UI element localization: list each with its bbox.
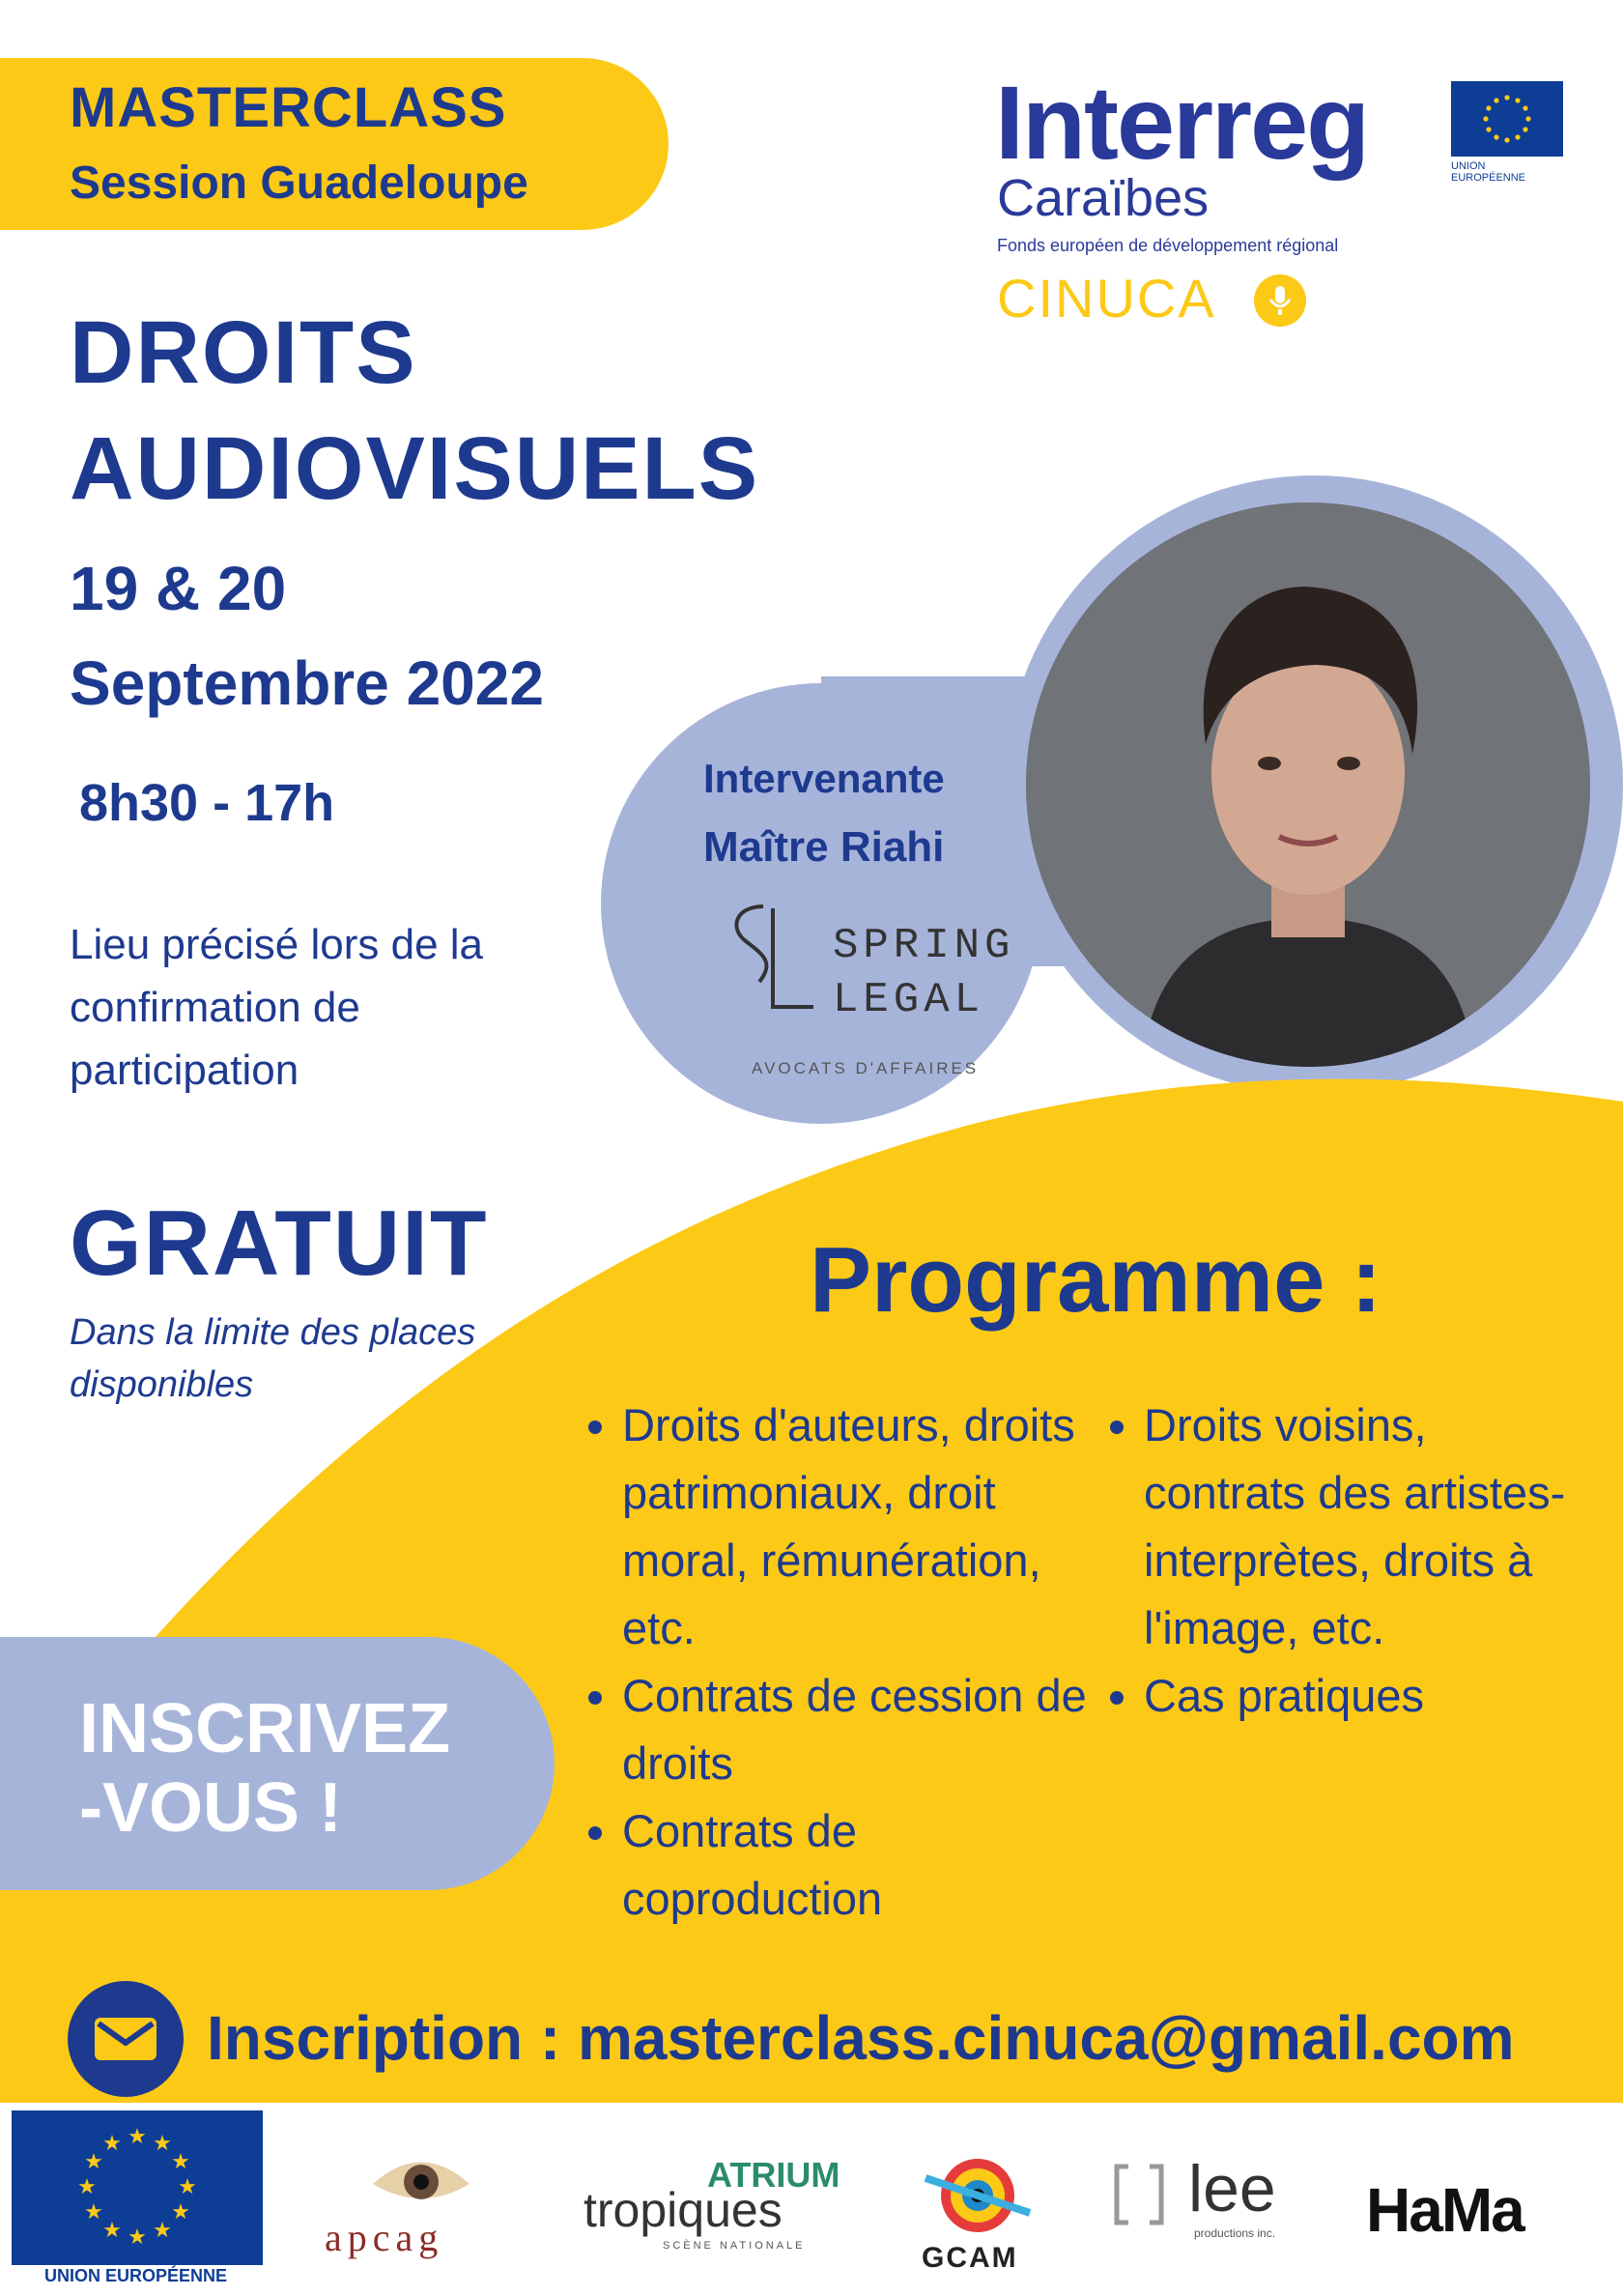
svg-text:★: ★	[128, 2225, 147, 2250]
svg-text:★: ★	[128, 2125, 147, 2149]
event-title	[70, 295, 759, 527]
programme-item: • Contrats de cession de droits	[622, 1662, 1113, 1797]
cinuca-icon	[1254, 274, 1306, 327]
tropiques-wordmark: tropiques	[584, 2183, 783, 2237]
spring-legal-logo	[713, 899, 1015, 1082]
interreg-wordmark: Interreg	[995, 64, 1369, 181]
programme-item: • Contrats de coproduction	[622, 1797, 1113, 1933]
spring-legal-monogram-icon	[717, 899, 813, 1024]
firm-line2: LEGAL	[833, 976, 985, 1024]
programme-item: • Droits voisins, contrats des artistes-interprètes, droits à l'image, etc.	[1144, 1392, 1596, 1662]
firm-line1: SPRING	[833, 922, 1015, 970]
tropiques-subtitle: SCÈNE NATIONALE	[663, 2240, 806, 2252]
eu-label-line1: UNION	[1451, 160, 1486, 172]
eu-stars-icon	[1451, 81, 1563, 157]
event-place: Lieu précisé lors de la confirmation de participation	[70, 921, 484, 1094]
interreg-logo	[995, 64, 1575, 340]
programme-left-list	[572, 1392, 1113, 1933]
speaker-photo	[1026, 502, 1590, 1067]
speaker-portrait-icon	[1026, 502, 1590, 1067]
eu-label-small	[1451, 160, 1525, 184]
svg-text:★: ★	[102, 2132, 122, 2156]
eu-flag	[12, 2110, 263, 2265]
price-note: Dans la limite des places disponibles	[70, 1312, 476, 1405]
mail-icon	[68, 1981, 184, 2097]
firm-tagline: AVOCATS D'AFFAIRES	[752, 1059, 980, 1077]
eye-icon	[363, 2136, 479, 2223]
cinuca-name: CINUCA	[997, 268, 1216, 329]
svg-text:★: ★	[77, 2175, 97, 2199]
hama-logo: HaMa	[1366, 2175, 1523, 2245]
apcag-logo	[315, 2136, 508, 2271]
svg-text:★: ★	[171, 2150, 190, 2174]
cta-line1: INSCRIVEZ	[79, 1690, 451, 1767]
eu-stars-icon	[12, 2110, 263, 2265]
svg-text:★: ★	[153, 2219, 172, 2243]
svg-text:★: ★	[84, 2150, 103, 2174]
registration-email[interactable]: Inscription : masterclass.cinuca@gmail.com	[207, 2003, 1515, 2073]
register-cta[interactable]	[79, 1689, 524, 1848]
svg-text:★: ★	[102, 2219, 122, 2243]
envelope-icon	[68, 1981, 184, 2097]
eu-flag-small	[1451, 81, 1563, 157]
fund-name: Fonds européen de développement régional	[997, 236, 1339, 255]
bracket-icon	[1111, 2161, 1179, 2228]
gcam-logo	[920, 2149, 1036, 2275]
atrium-tropiques-logo	[584, 2155, 864, 2271]
title-line2: AUDIOVISUELS	[70, 419, 760, 518]
gcam-eye-icon	[920, 2149, 1036, 2242]
masterclass-title: MASTERCLASS	[70, 76, 507, 139]
svg-text:★: ★	[153, 2132, 172, 2156]
programme-right-list	[1094, 1392, 1596, 1730]
date-line2: Septembre 2022	[70, 648, 544, 718]
apcag-wordmark: apcag	[325, 2216, 444, 2259]
event-hours: 8h30 - 17h	[79, 774, 335, 832]
programme-title: Programme :	[810, 1228, 1382, 1332]
region-name: Caraïbes	[997, 169, 1210, 227]
svg-text:★: ★	[171, 2200, 190, 2224]
event-dates	[70, 541, 544, 731]
session-subtitle: Session Guadeloupe	[70, 158, 528, 209]
programme-item: • Cas pratiques	[1144, 1662, 1596, 1730]
svg-text:★: ★	[178, 2175, 197, 2199]
lee-wordmark: lee	[1188, 2152, 1276, 2225]
speaker-name: Maître Riahi	[703, 823, 945, 871]
cta-line2: -VOUS !	[79, 1769, 343, 1847]
lee-subtitle: productions inc.	[1194, 2226, 1276, 2240]
microphone-icon	[1254, 274, 1306, 327]
title-line1: DROITS	[70, 303, 417, 402]
speaker-role: Intervenante	[703, 756, 945, 801]
lee-logo	[1111, 2151, 1304, 2267]
gcam-wordmark: GCAM	[922, 2242, 1018, 2274]
eu-label: UNION EUROPÉENNE	[44, 2266, 228, 2285]
eu-label-line2: EUROPÉENNE	[1451, 172, 1526, 184]
programme-item: • Droits d'auteurs, droits patrimoniaux, droit moral, rémunération, etc.	[622, 1392, 1113, 1662]
price-label: GRATUIT	[70, 1191, 489, 1295]
date-line1: 19 & 20	[70, 554, 287, 623]
atrium-wordmark: ATRIUM	[707, 2155, 840, 2195]
svg-text:★: ★	[84, 2200, 103, 2224]
